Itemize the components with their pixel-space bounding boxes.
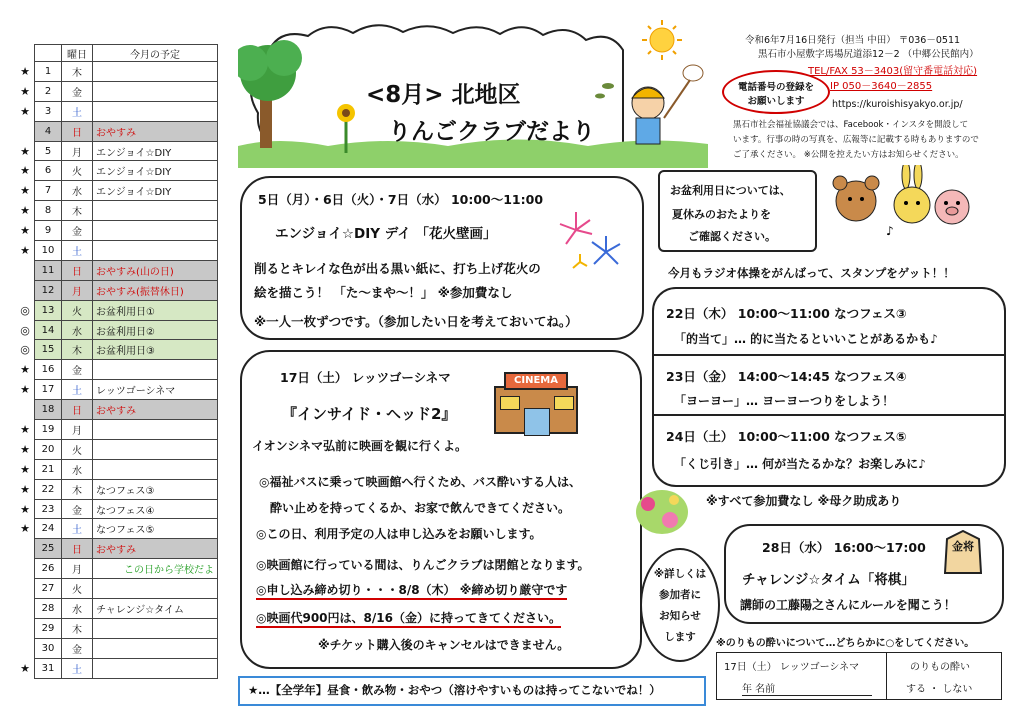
animals-group-icon <box>824 165 974 245</box>
calendar-plan: おやすみ <box>93 121 218 141</box>
calendar-weekday: 金 <box>62 221 93 241</box>
calendar-mark: ★ <box>20 224 30 238</box>
fes-5-content: 「くじ引き」… 何が当たるかな？お楽しみに♪ <box>674 457 926 471</box>
calendar-row <box>16 101 218 121</box>
calendar-plan-header: 今月の予定 <box>93 45 218 62</box>
calendar-row <box>16 161 218 181</box>
calendar-mark <box>16 599 35 619</box>
calendar-mark: ◎ <box>20 343 30 357</box>
calendar-weekday: 日 <box>62 121 93 141</box>
calendar-star-header <box>16 45 35 62</box>
sns-note-1: 黒石市社会福祉協議会では、Facebook・インスタを開設して <box>733 120 969 130</box>
calendar-plan <box>93 360 218 380</box>
calendar-mark: ★ <box>20 661 30 675</box>
calendar-weekday: 日 <box>62 400 93 420</box>
calendar-body <box>16 62 218 679</box>
balloon-icon <box>630 484 700 546</box>
shogi-piece-icon <box>944 530 982 574</box>
calendar-day: 26 <box>35 559 62 579</box>
calendar-plan <box>93 221 218 241</box>
bear-icon <box>833 176 879 221</box>
calendar-weekday: 金 <box>62 499 93 519</box>
calendar-plan <box>93 201 218 221</box>
calendar-mark: ★ <box>20 482 30 496</box>
sns-note-3: ご了承ください。 ※公開を控えたい方はお知らせください。 <box>733 150 964 160</box>
calendar-mark: ★ <box>20 104 30 118</box>
calendar-plan <box>93 81 218 101</box>
calendar-day: 16 <box>35 360 62 380</box>
calendar-weekday: 金 <box>62 638 93 658</box>
calendar-weekday: 火 <box>62 439 93 459</box>
calendar-weekday: 木 <box>62 201 93 221</box>
survey-name-field[interactable]: 年 名前 <box>742 680 872 696</box>
challenge-desc: 講師の工藤陽之さんにルールを聞こう！ <box>740 598 956 612</box>
header-banner <box>238 18 708 168</box>
calendar-mark: ★ <box>20 84 30 98</box>
calendar-weekday: 土 <box>62 101 93 121</box>
calendar-mark: ◎ <box>20 303 30 317</box>
calendar-day: 15 <box>35 340 62 360</box>
diy-date: 5日（月）・6日（火）・7日（水） 10:00～11:00 <box>258 192 544 207</box>
fes-4-content: 「ヨーヨー」… ヨーヨーつりをしよう！ <box>674 394 895 408</box>
calendar-day: 28 <box>35 599 62 619</box>
boy-with-net-icon <box>632 65 703 144</box>
calendar-row <box>16 201 218 221</box>
calendar-day: 19 <box>35 420 62 440</box>
calendar-row <box>16 320 218 340</box>
calendar-day: 22 <box>35 479 62 499</box>
fireworks-icon <box>556 210 626 274</box>
fes-5-date: 24日（土） 10:00～11:00 なつフェス⑤ <box>666 429 907 444</box>
fes-fee-note: ※すべて参加費なし ※母ク助成あり <box>706 494 902 508</box>
calendar-day: 25 <box>35 539 62 559</box>
calendar-weekday: 月 <box>62 420 93 440</box>
calendar-mark: ★ <box>20 422 30 436</box>
calendar-plan: おやすみ(山の日) <box>93 260 218 280</box>
calendar-weekday: 金 <box>62 360 93 380</box>
rabbit-icon <box>894 165 930 223</box>
cinema-movie-title: 『インサイド・ヘッド2』 <box>282 405 457 423</box>
calendar-day: 7 <box>35 181 62 201</box>
calendar-weekday: 木 <box>62 62 93 82</box>
calendar-mark: ★ <box>20 462 30 476</box>
calendar-day: 2 <box>35 81 62 101</box>
calendar-day-header <box>35 45 62 62</box>
calendar-day: 6 <box>35 161 62 181</box>
cinema-sign: CINEMA <box>504 372 568 390</box>
calendar-day: 11 <box>35 260 62 280</box>
shogi-piece-label: 金将 <box>952 540 974 553</box>
challenge-date: 28日（水） 16:00～17:00 <box>762 540 926 555</box>
calendar-mark: ★ <box>20 502 30 516</box>
calendar-plan <box>93 101 218 121</box>
calendar-mark <box>16 638 35 658</box>
calendar-day: 31 <box>35 658 62 678</box>
fes-4-date: 23日（金） 14:00～14:45 なつフェス④ <box>666 369 907 384</box>
cinema-apply-note: ◎この日、利用予定の人は申し込みをお願いします。 <box>256 527 542 541</box>
calendar-row <box>16 380 218 400</box>
calendar-weekday: 日 <box>62 260 93 280</box>
calendar-plan: おやすみ <box>93 400 218 420</box>
calendar-mark <box>16 121 35 141</box>
calendar-day: 24 <box>35 519 62 539</box>
calendar-mark <box>16 260 35 280</box>
calendar-row <box>16 221 218 241</box>
calendar-day: 30 <box>35 638 62 658</box>
calendar-row <box>16 459 218 479</box>
calendar-row <box>16 121 218 141</box>
fes-divider-1 <box>654 354 1004 356</box>
detail-line-2: 参加者に <box>659 589 701 601</box>
calendar-mark: ★ <box>20 243 30 257</box>
calendar-weekday: 土 <box>62 519 93 539</box>
diy-desc-2: 絵を描こう！ 「た～まや～！」 ※参加費なし <box>254 285 513 300</box>
calendar-row <box>16 260 218 280</box>
calendar-weekday: 火 <box>62 161 93 181</box>
calendar-mark: ◎ <box>20 323 30 337</box>
fes-3-date: 22日（木） 10:00～11:00 なつフェス③ <box>666 306 907 321</box>
calendar-plan <box>93 579 218 599</box>
tel-fax: TEL/FAX 53－3403(留守番電話対応) <box>808 66 978 77</box>
calendar-plan <box>93 62 218 82</box>
calendar-day: 4 <box>35 121 62 141</box>
calendar-row <box>16 439 218 459</box>
calendar-day: 1 <box>35 62 62 82</box>
phone-register-note <box>722 70 830 114</box>
cinema-closed-note: ◎映画館に行っている間は、りんごクラブは閉館となります。 <box>256 558 590 572</box>
music-note-icon: ♪ <box>886 224 894 238</box>
calendar-plan <box>93 459 218 479</box>
calendar-row <box>16 638 218 658</box>
survey-divider <box>886 652 887 700</box>
calendar-mark: ★ <box>20 522 30 536</box>
calendar-row <box>16 141 218 161</box>
diy-title: エンジョイ☆DIY デイ 「花火壁画」 <box>275 226 497 242</box>
calendar-weekday: 土 <box>62 241 93 261</box>
calendar-row <box>16 280 218 300</box>
calendar-mark <box>16 280 35 300</box>
detail-line-1: ※詳しくは <box>653 568 707 580</box>
calendar-day: 17 <box>35 380 62 400</box>
monthly-calendar <box>16 44 218 679</box>
calendar-plan: おやすみ(振替休日) <box>93 280 218 300</box>
sns-note-2: います。行事の時の写真を、広報等に記載する時もありますので <box>733 135 979 145</box>
calendar-row <box>16 599 218 619</box>
calendar-day: 10 <box>35 241 62 261</box>
calendar-row <box>16 618 218 638</box>
survey-event: 17日（土） レッツゴーシネマ <box>724 662 860 673</box>
cinema-date: 17日（土） レッツゴーシネマ <box>280 370 451 385</box>
calendar-row <box>16 81 218 101</box>
calendar-mark <box>16 618 35 638</box>
cinema-cancel-note: ※チケット購入後のキャンセルはできません。 <box>318 638 570 652</box>
calendar-plan: なつフェス④ <box>93 499 218 519</box>
calendar-day: 21 <box>35 459 62 479</box>
calendar-mark <box>16 400 35 420</box>
calendar-row <box>16 420 218 440</box>
calendar-row <box>16 559 218 579</box>
website-url[interactable]: https://kuroishisyakyo.or.jp/ <box>832 99 963 110</box>
calendar-row <box>16 62 218 82</box>
calendar-plan: エンジョイ☆DIY <box>93 181 218 201</box>
obon-line-2: 夏休みのおたよりを <box>672 208 771 221</box>
obon-line-1: お盆利用日については、 <box>670 184 791 197</box>
calendar-row <box>16 241 218 261</box>
fes-3-content: 「的当て」… 的に当たるといいことがあるかも♪ <box>674 332 938 346</box>
newsletter-title-2: りんごクラブだより <box>388 119 595 145</box>
cinema-fee: ◎映画代900円は、8/16（金）に持ってきてください。 <box>256 609 561 628</box>
calendar-plan <box>93 638 218 658</box>
ip-phone: IP 050－3640－2855 <box>830 81 933 92</box>
newsletter-title-1: <8月> 北地区 <box>366 82 521 108</box>
calendar-day: 9 <box>35 221 62 241</box>
calendar-day: 12 <box>35 280 62 300</box>
calendar-row <box>16 658 218 678</box>
calendar-plan: この日から学校だよ <box>93 559 218 579</box>
bring-items-note: ★…【全学年】昼食・飲み物・おやつ（溶けやすいものは持ってこないでね！） <box>248 683 661 697</box>
survey-question: ※のりもの酔いについて…どちらかに○をしてください。 <box>716 638 975 649</box>
calendar-weekday: 金 <box>62 81 93 101</box>
detail-line-3: お知らせ <box>659 610 701 622</box>
calendar-mark: ★ <box>20 442 30 456</box>
calendar-day: 5 <box>35 141 62 161</box>
calendar-plan <box>93 241 218 261</box>
calendar-day: 14 <box>35 320 62 340</box>
calendar-row <box>16 519 218 539</box>
calendar-row <box>16 300 218 320</box>
challenge-title: チャレンジ☆タイム「将棋」 <box>742 572 915 588</box>
phone-note-line1: 電話番号の登録を <box>737 82 814 93</box>
calendar-plan: お盆利用日③ <box>93 340 218 360</box>
calendar-day: 13 <box>35 300 62 320</box>
calendar-day: 27 <box>35 579 62 599</box>
calendar-mark: ★ <box>20 363 30 377</box>
calendar-plan: なつフェス⑤ <box>93 519 218 539</box>
calendar-row <box>16 360 218 380</box>
calendar-weekday: 水 <box>62 181 93 201</box>
calendar-day: 3 <box>35 101 62 121</box>
calendar-day: 23 <box>35 499 62 519</box>
phone-note-line2: お願いします <box>747 96 805 107</box>
calendar-row <box>16 400 218 420</box>
calendar-mark: ★ <box>20 204 30 218</box>
pig-icon <box>935 190 969 224</box>
calendar-mark: ★ <box>20 164 30 178</box>
calendar-table <box>16 44 218 679</box>
calendar-row <box>16 499 218 519</box>
issue-info: 令和6年7月16日発行（担当 中田） 〒036－0511 <box>745 35 961 46</box>
calendar-weekday: 月 <box>62 280 93 300</box>
obon-line-3: ご確認ください。 <box>688 230 776 243</box>
calendar-plan <box>93 618 218 638</box>
calendar-mark <box>16 559 35 579</box>
calendar-weekday: 水 <box>62 320 93 340</box>
calendar-plan <box>93 420 218 440</box>
cinema-deadline: ◎申し込み締め切り・・・8/8（木） ※締め切り厳守です <box>256 581 567 600</box>
calendar-plan <box>93 439 218 459</box>
calendar-plan <box>93 658 218 678</box>
calendar-weekday: 土 <box>62 380 93 400</box>
calendar-plan: レッツゴーシネマ <box>93 380 218 400</box>
calendar-row <box>16 579 218 599</box>
calendar-row <box>16 181 218 201</box>
calendar-mark: ★ <box>20 184 30 198</box>
calendar-row <box>16 539 218 559</box>
calendar-weekday: 水 <box>62 459 93 479</box>
cinema-building-icon <box>494 372 578 434</box>
address: 黒石市小屋敷字馬場尻道添12－2 （中郷公民館内） <box>758 49 979 60</box>
survey-options[interactable]: する ・ しない <box>906 684 973 695</box>
sun-icon <box>642 20 682 60</box>
calendar-weekday-header: 曜日 <box>62 45 93 62</box>
diy-desc-3: ※一人一枚ずつです。（参加したい日を考えておいてね。） <box>254 314 578 329</box>
calendar-plan: なつフェス③ <box>93 479 218 499</box>
calendar-day: 18 <box>35 400 62 420</box>
calendar-weekday: 火 <box>62 579 93 599</box>
calendar-weekday: 月 <box>62 559 93 579</box>
calendar-weekday: 火 <box>62 300 93 320</box>
survey-motion-sickness: のりもの酔い <box>910 662 970 673</box>
fes-divider-2 <box>654 414 1004 416</box>
calendar-weekday: 月 <box>62 141 93 161</box>
calendar-plan: エンジョイ☆DIY <box>93 161 218 181</box>
cinema-bus-note: ◎福祉バスに乗って映画館へ行くため、バス酔いする人は、 <box>259 475 581 489</box>
diy-desc-1: 削るとキレイな色が出る黒い紙に、打ち上げ花火の <box>254 261 541 276</box>
calendar-plan: エンジョイ☆DIY <box>93 141 218 161</box>
radio-exercise-note: 今月もラジオ体操をがんばって、スタンプをゲット！！ <box>668 266 955 280</box>
cinema-intro: イオンシネマ弘前に映画を観に行くよ。 <box>252 439 467 453</box>
calendar-weekday: 水 <box>62 599 93 619</box>
calendar-weekday: 木 <box>62 340 93 360</box>
calendar-day: 20 <box>35 439 62 459</box>
cinema-medicine-note: 酔い止めを持ってくるか、お家で飲んできてください。 <box>270 501 571 515</box>
calendar-row <box>16 479 218 499</box>
calendar-plan: お盆利用日① <box>93 300 218 320</box>
calendar-plan: おやすみ <box>93 539 218 559</box>
calendar-mark: ★ <box>20 383 30 397</box>
calendar-plan: チャレンジ☆タイム <box>93 599 218 619</box>
calendar-day: 29 <box>35 618 62 638</box>
calendar-weekday: 木 <box>62 479 93 499</box>
calendar-weekday: 土 <box>62 658 93 678</box>
calendar-weekday: 日 <box>62 539 93 559</box>
calendar-mark: ★ <box>20 64 30 78</box>
calendar-plan: お盆利用日② <box>93 320 218 340</box>
calendar-mark <box>16 539 35 559</box>
calendar-weekday: 木 <box>62 618 93 638</box>
calendar-day: 8 <box>35 201 62 221</box>
calendar-mark: ★ <box>20 144 30 158</box>
calendar-row <box>16 340 218 360</box>
calendar-mark <box>16 579 35 599</box>
detail-bubble <box>640 548 720 662</box>
detail-line-4: します <box>664 631 696 643</box>
